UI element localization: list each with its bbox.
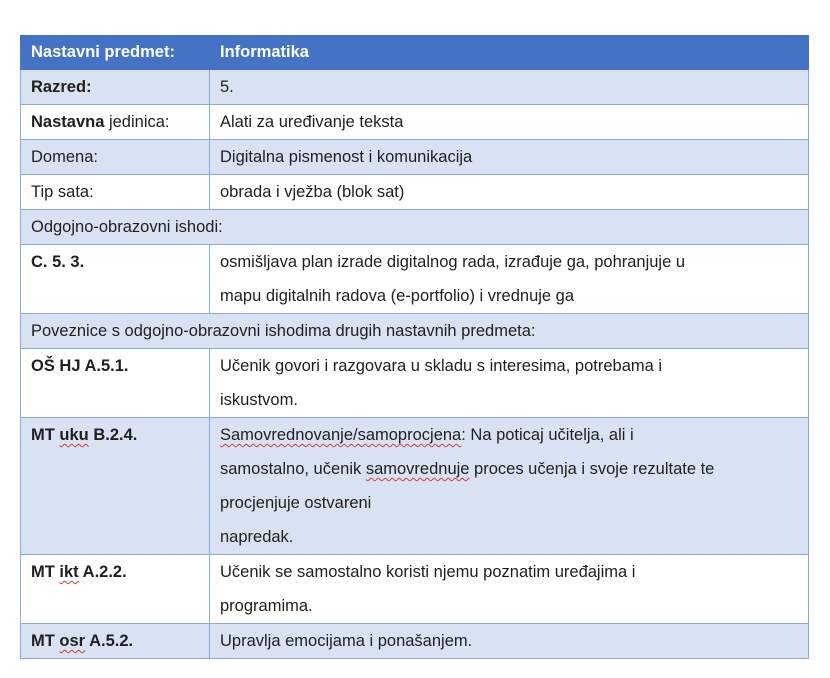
outcomes-heading-row [21, 210, 809, 245]
subject-label: Nastavni predmet: [21, 36, 210, 70]
link-text [210, 418, 809, 555]
links-heading: Poveznice s odgojno-obrazovni ishodima drugih nastavnih predmeta: [21, 314, 809, 349]
link-code-number: A.2.2. [78, 563, 127, 581]
links-heading-row [21, 314, 809, 349]
lesson-plan-table [20, 35, 809, 659]
lesson-type-row [21, 175, 809, 210]
link-row-uku [21, 418, 809, 555]
link-code-number: A.5.2. [85, 632, 134, 650]
link-code-abbrev: osr [59, 632, 86, 650]
unit-label-rest: jedinica: [104, 113, 170, 131]
unit-row [21, 105, 809, 140]
domain-value: Digitalna pismenost i komunikacija [210, 140, 809, 175]
link-text-term: samovrednuje [365, 460, 470, 478]
link-row-osr [21, 624, 809, 659]
domain-row [21, 140, 809, 175]
grade-label: Razred: [21, 70, 210, 105]
lesson-type-label: Tip sata: [21, 175, 210, 210]
link-code-abbrev: ikt [59, 563, 79, 581]
outcome-code: C. 5. 3. [21, 245, 210, 314]
link-text-line [220, 452, 798, 486]
link-code [21, 555, 210, 624]
link-text-line: napredak. [220, 528, 294, 546]
link-text-line [220, 418, 798, 452]
unit-label-bold: Nastavna [31, 113, 105, 131]
link-row-oshj [21, 349, 809, 418]
outcome-text [210, 245, 809, 314]
link-text-part: proces učenja i svoje rezultate te [469, 460, 715, 478]
link-text-line: Učenik se samostalno koristi njemu poznatim uređajima i [220, 563, 636, 581]
domain-label: Domena: [21, 140, 210, 175]
outcome-text-line: osmišljava plan izrade digitalnog rada, izrađuje ga, pohranjuje u [220, 253, 686, 271]
link-code: OŠ HJ A.5.1. [21, 349, 210, 418]
link-text-line: programima. [220, 597, 313, 615]
link-text [210, 349, 809, 418]
link-text: Upravlja emocijama i ponašanjem. [210, 624, 809, 659]
link-code [21, 624, 210, 659]
header-row [21, 36, 809, 70]
outcome-text-line: mapu digitalnih radova (e-portfolio) i vrednuje ga [220, 287, 575, 305]
link-text-rest: : Na poticaj učitelja, ali i [461, 426, 634, 444]
link-text-part: samostalno, učenik [220, 460, 366, 478]
link-text-line: procjenjuje ostvareni [220, 494, 372, 512]
link-code-prefix: MT [31, 426, 60, 444]
link-row-ikt [21, 555, 809, 624]
link-text [210, 555, 809, 624]
link-text-line: iskustvom. [220, 391, 298, 409]
link-code-prefix: MT [31, 632, 60, 650]
link-code-number: B.2.4. [88, 426, 138, 444]
outcomes-heading: Odgojno-obrazovni ishodi: [21, 210, 809, 245]
link-text-line: Učenik govori i razgovara u skladu s interesima, potrebama i [220, 357, 663, 375]
grade-value: 5. [210, 70, 809, 105]
unit-label [21, 105, 210, 140]
unit-value: Alati za uređivanje teksta [210, 105, 809, 140]
subject-value: Informatika [210, 36, 809, 70]
outcome-row-c53 [21, 245, 809, 314]
lesson-type-value: obrada i vježba (blok sat) [210, 175, 809, 210]
link-code-prefix: MT [31, 563, 60, 581]
link-code [21, 418, 210, 555]
grade-row [21, 70, 809, 105]
link-text-term: Samovrednovanje/samoprocjena [220, 426, 462, 444]
link-code-abbrev: uku [59, 426, 89, 444]
